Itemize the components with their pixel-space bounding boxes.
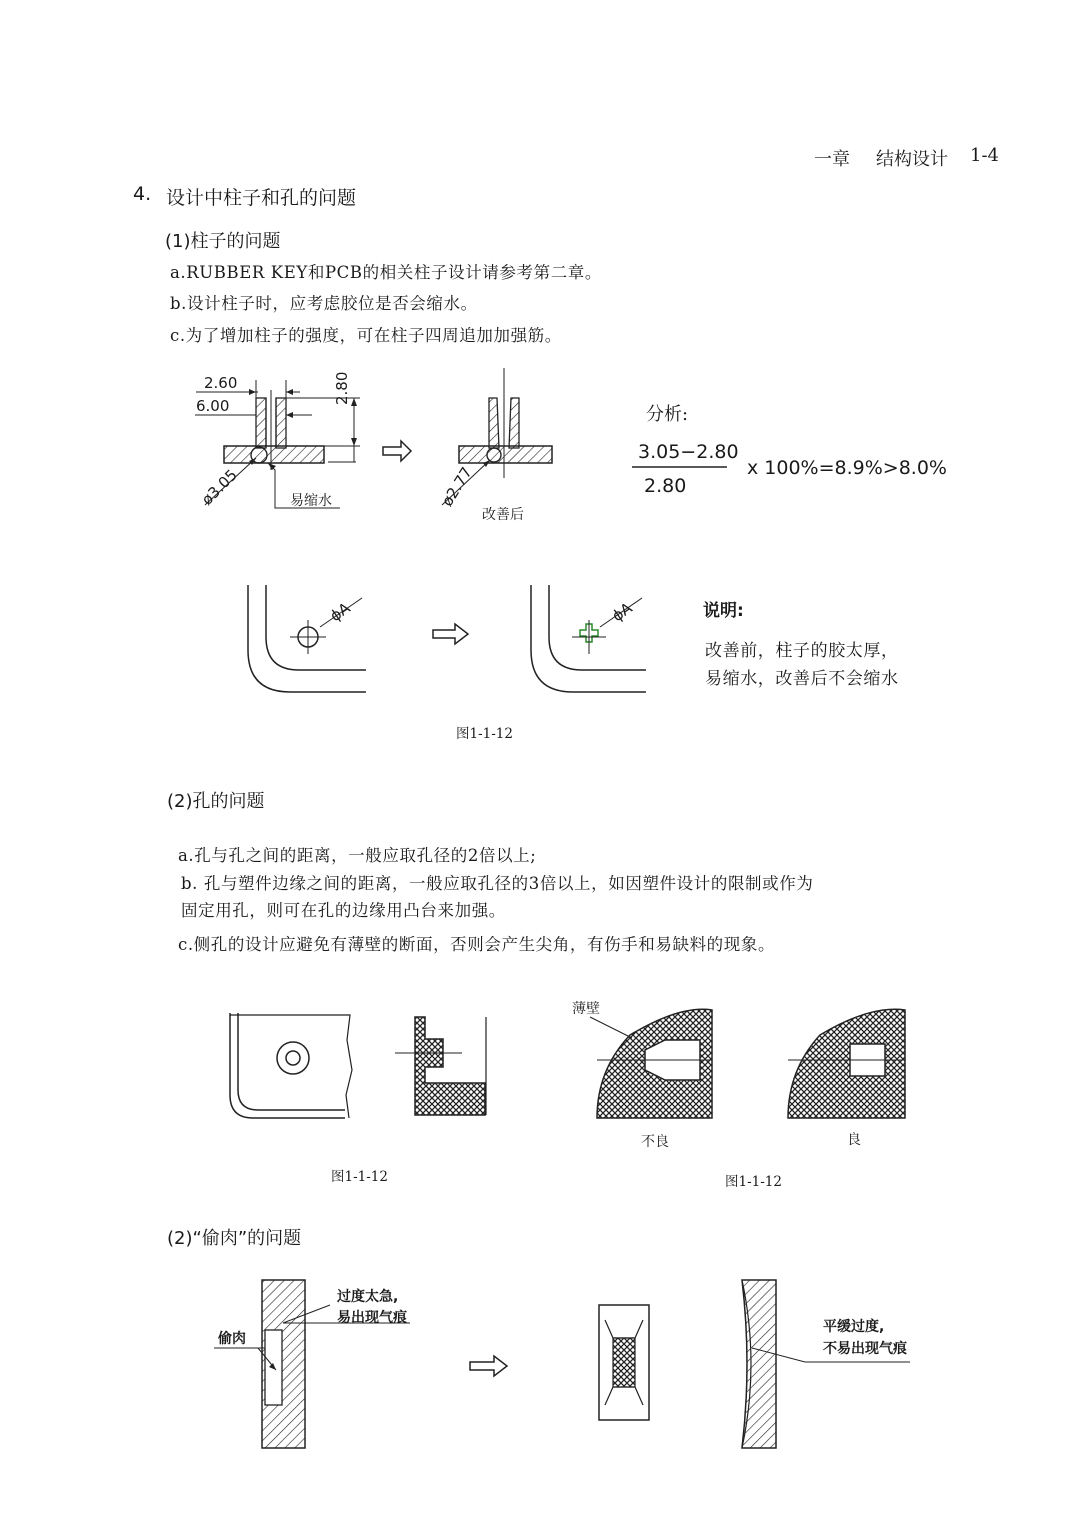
hole-item-c: c.侧孔的设计应避免有薄壁的断面，否则会产生尖角，有伤手和易缺料的现象。	[178, 935, 776, 954]
arrow-3	[470, 1356, 507, 1376]
column-item-b: b.设计柱子时，应考虑胶位是否会缩水。	[170, 294, 478, 313]
label-smooth-2: 不易出现气痕	[823, 1341, 907, 1357]
analysis-title: 分析:	[646, 404, 689, 425]
label-coring: 偷肉	[218, 1331, 246, 1347]
dim-height: 2.80	[333, 371, 351, 405]
label-after: 改善后	[482, 507, 524, 523]
hole-item-b: b. 孔与塑件边缘之间的距离，一般应取孔径的3倍以上，如因塑件设计的限制或作为	[181, 874, 814, 893]
label-smooth-1: 平缓过度,	[823, 1319, 885, 1335]
figure-caption-3: 图1-1-12	[725, 1174, 782, 1190]
chapter-section-title: 结构设计	[876, 149, 948, 170]
note-title: 说明:	[703, 601, 744, 621]
subsection-title-coring: (2)“偷肉”的问题	[167, 1228, 302, 1249]
column-item-a: a.RUBBER KEY和PCB的相关柱子设计请参考第二章。	[170, 263, 602, 282]
label-thin-wall: 薄壁	[572, 1001, 600, 1017]
column-item-c: c.为了增加柱子的强度，可在柱子四周追加加强筋。	[170, 326, 562, 345]
coring-smooth-drawing	[742, 1280, 910, 1448]
label-abrupt-2: 易出现气痕	[337, 1310, 407, 1326]
coring-block-drawing	[599, 1305, 649, 1420]
page-number: 1-4	[970, 145, 999, 166]
chapter-label: 一章	[814, 149, 850, 170]
subsection-title-hole: (2)孔的问题	[167, 791, 265, 812]
note-line-1: 改善前，柱子的胶太厚，	[705, 641, 899, 661]
subsection-title-column: (1)柱子的问题	[165, 231, 281, 252]
figure-caption-1: 图1-1-12	[456, 726, 513, 742]
note-line-2: 易缩水，改善后不会缩水	[705, 669, 899, 689]
label-abrupt-1: 过度太急,	[337, 1289, 399, 1305]
dim-top-width: 2.60	[204, 374, 238, 392]
label-bad: 不良	[641, 1134, 669, 1150]
section-number: 4.	[133, 183, 152, 205]
hole-item-b-cont: 固定用孔，则可在孔的边缘用凸台来加强。	[181, 901, 506, 920]
analysis-result: x 100%=8.9%>8.0%	[747, 457, 947, 479]
section-title: 设计中柱子和孔的问题	[166, 187, 357, 209]
label-shrink: 易缩水	[290, 493, 332, 509]
dim-phiA-after: ϕA	[608, 598, 636, 626]
fraction-numerator: 3.05−2.80	[638, 441, 739, 463]
dim-diameter-after: ø2.77	[438, 463, 476, 510]
dim-diameter-before: ø3.05	[198, 465, 241, 509]
label-good: 良	[847, 1132, 861, 1148]
fraction-denominator: 2.80	[644, 475, 687, 497]
dim-phiA-before: ϕA	[326, 598, 354, 626]
hole-item-a: a.孔与孔之间的距离，一般应取孔径的2倍以上;	[178, 846, 537, 865]
figure-caption-2: 图1-1-12	[331, 1169, 388, 1185]
dim-outer-width: 6.00	[196, 397, 230, 415]
